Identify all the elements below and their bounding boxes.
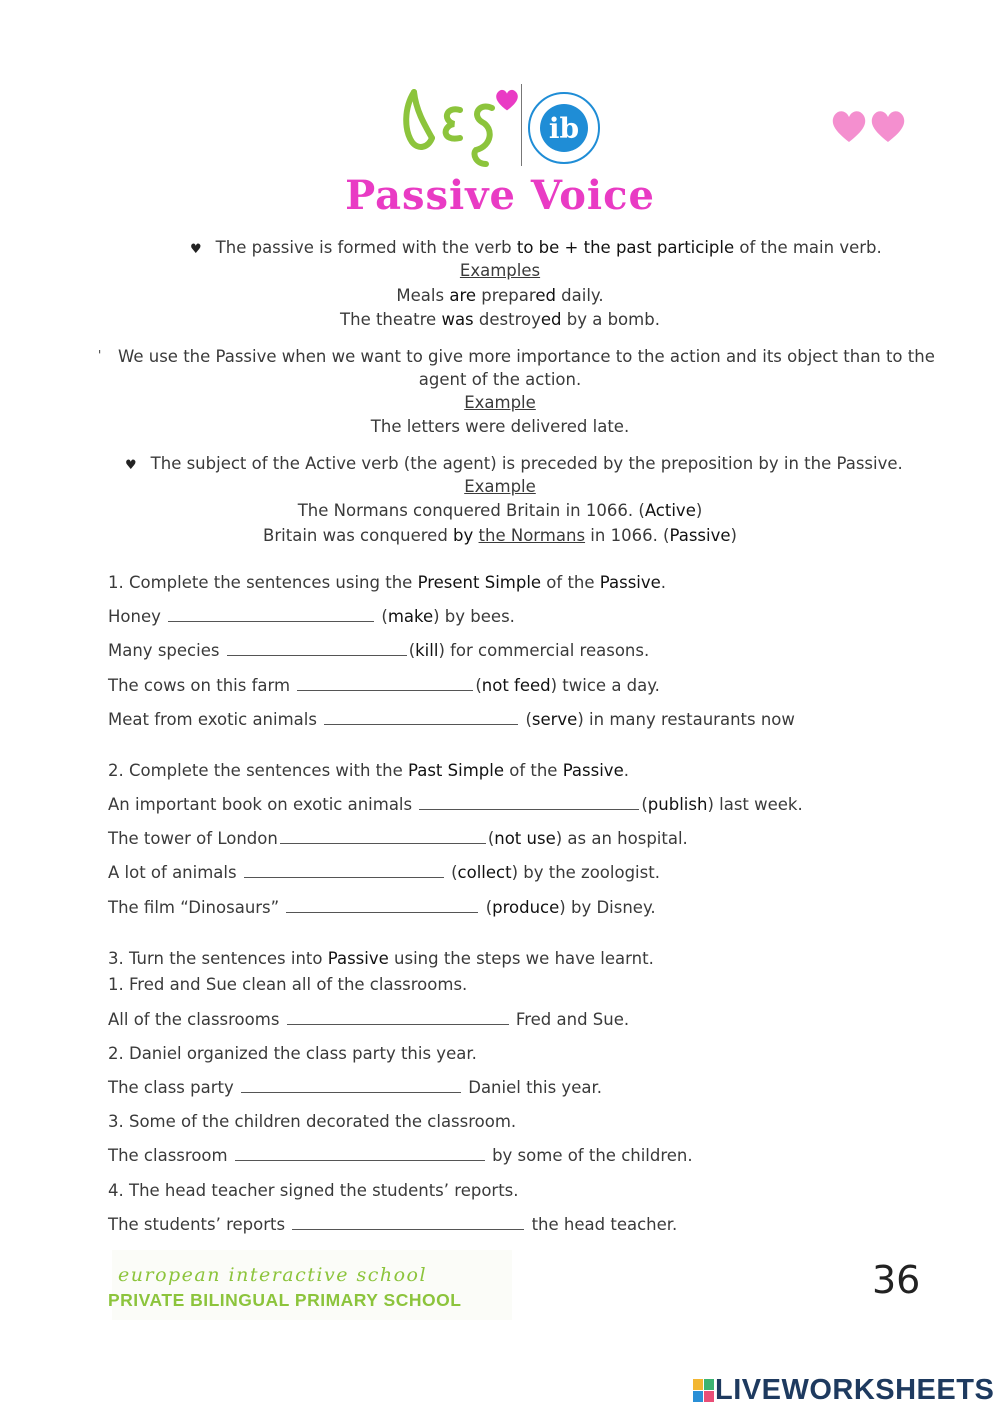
ses-logo — [402, 80, 502, 170]
example-sentence-passive: Britain was conquered by the Normans in 1066. (Passive) — [263, 526, 737, 545]
bullet-heart-icon: ♥ — [190, 242, 202, 257]
ib-world-school-icon — [527, 91, 601, 165]
rule-formation — [190, 237, 882, 261]
exercise3-item: The class party Daniel this year. — [108, 1078, 602, 1097]
rule-text: The subject of the Active verb (the agent) is preceded by the preposition by in the Passive. — [150, 454, 903, 473]
example-sentence: The theatre was destroyed by a bomb. — [340, 310, 660, 329]
ses-logo-graphic — [402, 80, 502, 170]
exercise3-item: The classroom by some of the children. — [108, 1146, 693, 1165]
exercise1-item: The cows on this farm (not feed) twice a day. — [108, 676, 660, 695]
answer-blank[interactable] — [241, 1077, 461, 1093]
page-number: 36 — [872, 1258, 921, 1302]
answer-blank[interactable] — [168, 606, 374, 622]
ses-logo-text — [0, 0, 1, 1]
exercise2-item: A lot of animals (collect) by the zoologist. — [108, 863, 660, 882]
rule-text: The passive is formed with the verb — [215, 238, 517, 257]
ib-badge-text: ib — [548, 112, 580, 145]
exercise1-instruction: 1. Complete the sentences using the Present Simple of the Passive. — [108, 573, 667, 592]
example-label: Example — [464, 477, 536, 496]
exercise3-item: All of the classrooms Fred and Sue. — [108, 1010, 630, 1029]
logo-divider — [521, 84, 522, 166]
answer-blank[interactable] — [297, 675, 473, 691]
answer-blank[interactable] — [235, 1145, 485, 1161]
exercise3-source: 2. Daniel organized the class party this year. — [108, 1044, 477, 1063]
school-logo — [108, 1250, 512, 1320]
example-sentence: The letters were delivered late. — [370, 417, 630, 436]
exercise1-item: Many species (kill) for commercial reasons. — [108, 641, 650, 660]
page-title: Passive Voice — [345, 172, 655, 219]
bullet-heart-icon: ♥ — [125, 458, 137, 473]
exercise3-source: 4. The head teacher signed the students’ reports. — [108, 1181, 519, 1200]
answer-blank[interactable] — [280, 828, 486, 844]
exercise2-item: The tower of London (not use) as an hospital. — [108, 829, 688, 848]
exercise2-item: The film “Dinosaurs” (produce) by Disney. — [108, 898, 656, 917]
heart-icon — [494, 88, 520, 112]
exercise3-instruction: 3. Turn the sentences into Passive using the steps we have learnt. — [108, 949, 654, 968]
answer-blank[interactable] — [287, 1009, 509, 1025]
exercise2-instruction: 2. Complete the sentences with the Past Simple of the Passive. — [108, 761, 629, 780]
exercise1-item: Meat from exotic animals (serve) in many restaurants now — [108, 710, 795, 729]
liveworksheets-brand — [693, 1374, 994, 1410]
examples-label: Examples — [459, 261, 541, 280]
decorative-hearts — [830, 108, 910, 148]
answer-blank[interactable] — [292, 1214, 524, 1230]
exercise3-source: 1. Fred and Sue clean all of the classrooms. — [108, 975, 468, 994]
rule-agent — [125, 453, 903, 477]
example-label: Example — [464, 393, 536, 412]
bullet-mark: ' — [98, 348, 102, 362]
answer-blank[interactable] — [244, 862, 444, 878]
rule-bold-text: to be + the past participle — [516, 238, 735, 257]
school-name: PRIVATE BILINGUAL PRIMARY SCHOOL — [108, 1290, 462, 1310]
heart-pair-icon — [830, 108, 910, 144]
school-script-name: european interactive school — [118, 1264, 428, 1286]
rule-usage-line1: We use the Passive when we want to give more importance to the action and its object than to the — [118, 347, 935, 366]
answer-blank[interactable] — [227, 640, 407, 656]
exercise1-item: Honey (make) by bees. — [108, 607, 515, 626]
exercise2-item: An important book on exotic animals (publish) last week. — [108, 795, 803, 814]
rule-text: of the main verb. — [734, 238, 882, 257]
example-sentence-active: The Normans conquered Britain in 1066. (Active) — [297, 501, 703, 520]
answer-blank[interactable] — [286, 897, 478, 913]
answer-blank[interactable] — [419, 794, 639, 810]
liveworksheets-wordmark: LIVEWORKSHEETS — [715, 1374, 995, 1406]
example-sentence: Meals are prepared daily. — [396, 286, 604, 305]
liveworksheets-badge-icon — [693, 1377, 715, 1405]
exercise3-item: The students’ reports the head teacher. — [108, 1215, 678, 1234]
rule-usage-line2: agent of the action. — [418, 370, 582, 389]
answer-blank[interactable] — [324, 709, 518, 725]
exercise3-source: 3. Some of the children decorated the classroom. — [108, 1112, 517, 1131]
